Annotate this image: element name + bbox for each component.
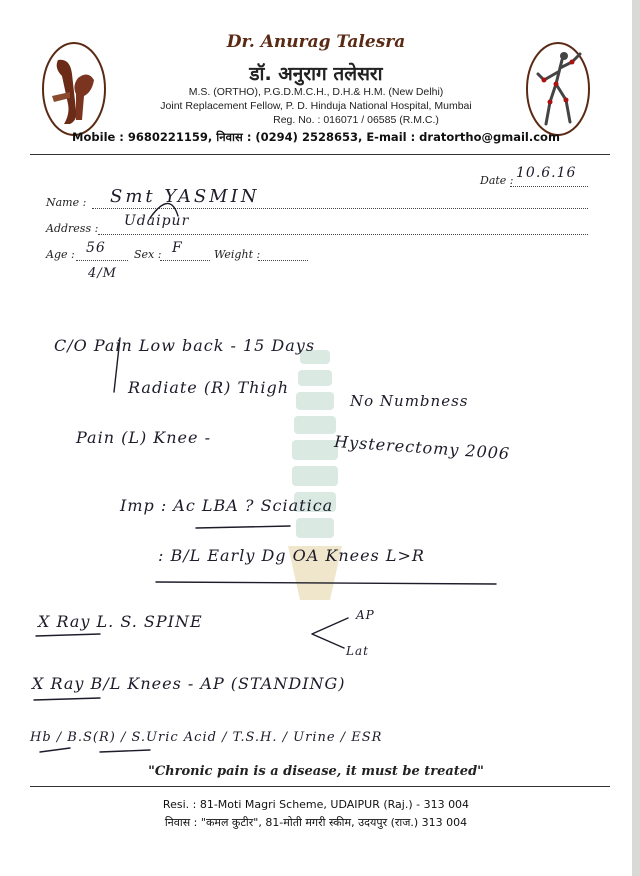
address-label: Address :: [46, 222, 99, 235]
sex-value: F: [172, 240, 183, 256]
contact-line: Mobile : 9680221159, निवास : (0294) 2528653, E-mail : dratortho@gmail.com: [72, 130, 560, 144]
residence-address-english: Resi. : 81-Moti Magri Scheme, UDAIPUR (Raj.) - 313 004: [162, 798, 470, 811]
investigation-xray-knees: X Ray B/L Knees - AP (STANDING): [32, 674, 346, 693]
age-sex-shorthand: 4/M: [88, 266, 117, 281]
date-label: Date :: [480, 174, 514, 187]
impression-line-2: : B/L Early Dg OA Knees L>R: [158, 546, 425, 565]
tagline: "Chronic pain is a disease, it must be treated": [148, 764, 484, 779]
qualifications: M.S. (ORTHO), P.G.D.M.C.H., D.H.& H.M. (New Delhi): [188, 86, 444, 98]
fellowship: Joint Replacement Fellow, P. D. Hinduja National Hospital, Mumbai: [160, 100, 472, 112]
doctor-name-hindi: डॉ. अनुराग तलेसरा: [249, 63, 383, 85]
xray-spine-view-2: Lat: [346, 644, 369, 658]
name-label: Name :: [46, 196, 87, 209]
xray-spine-view-1: AP: [356, 608, 375, 622]
name-value: Smt YASMIN: [110, 186, 260, 207]
date-value: 10.6.16: [516, 165, 577, 181]
complaint-line-3: Pain (L) Knee -: [76, 428, 211, 447]
doctor-name-english: Dr. Anurag Talesra: [226, 32, 406, 52]
surgical-history-note: Hysterectomy 2006: [333, 431, 511, 464]
impression-line-1: Imp : Ac LBA ? Sciatica: [120, 496, 334, 515]
sex-label: Sex :: [134, 248, 162, 261]
footer-divider: [30, 786, 610, 787]
investigation-xray-spine: X Ray L. S. SPINE: [38, 612, 203, 631]
no-numbness-note: No Numbness: [350, 392, 469, 410]
residence-address-hindi: निवास : "कमल कुटीर", 81-मोती मगरी स्कीम, उदयपुर (राज.) 313 004: [164, 816, 468, 829]
registration-number: Reg. No. : 016071 / 06585 (R.M.C.): [273, 114, 439, 126]
age-label: Age :: [46, 248, 75, 261]
weight-label: Weight :: [214, 248, 261, 261]
age-value: 56: [86, 240, 106, 256]
complaint-line-1: C/O Pain Low back - 15 Days: [54, 336, 316, 355]
address-value: Udaipur: [124, 213, 190, 229]
investigation-blood-tests: Hb / B.S(R) / S.Uric Acid / T.S.H. / Urine / ESR: [30, 730, 383, 745]
complaint-line-2: Radiate (R) Thigh: [128, 378, 290, 397]
